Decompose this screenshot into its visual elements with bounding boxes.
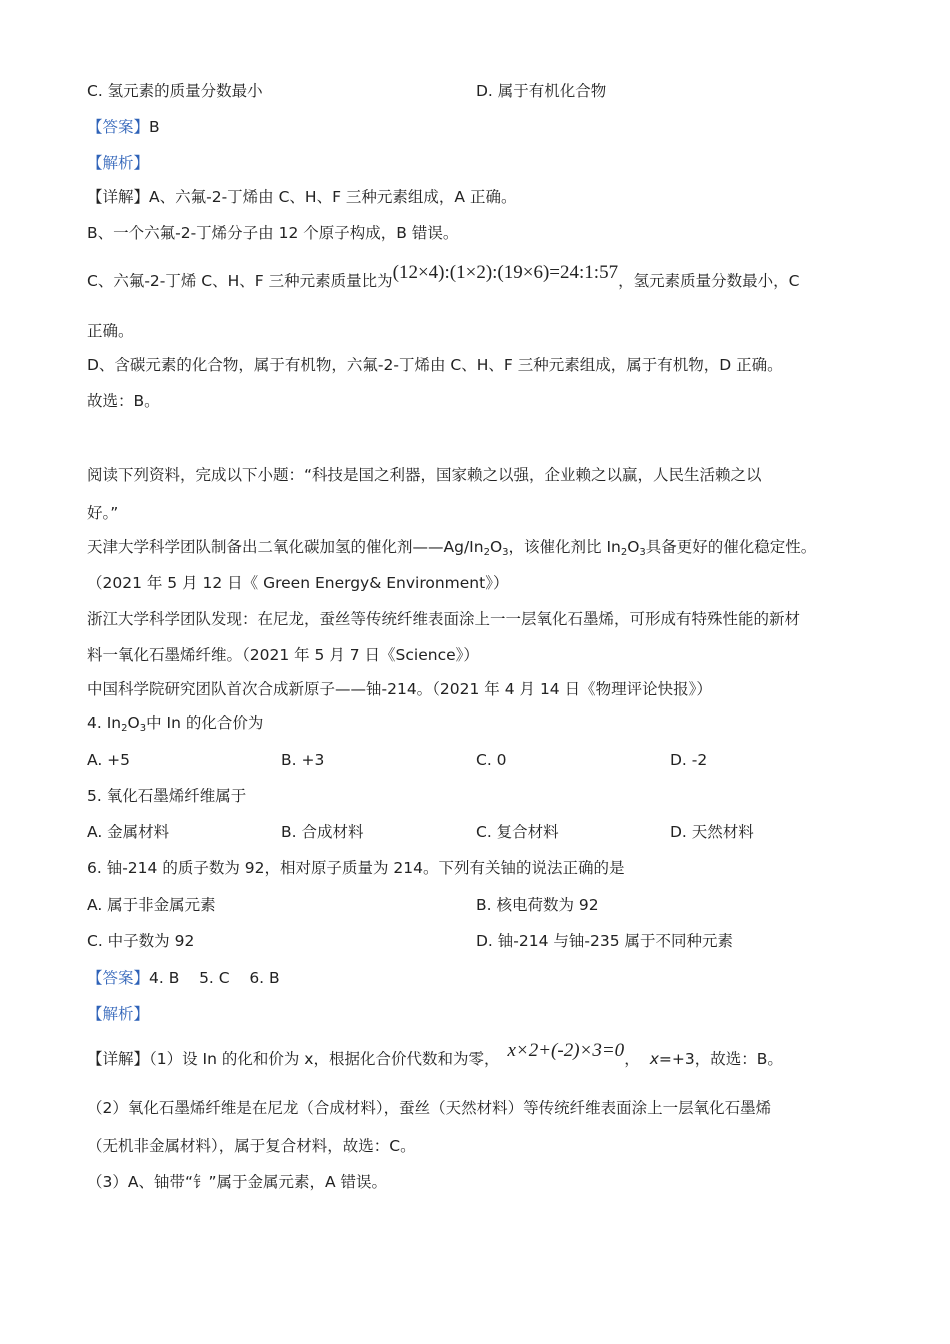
reading-para-4: 中国科学院研究团队首次合成新原子——铀-214。（2021 年 4 月 14 日《物理评论快报》） — [87, 680, 712, 698]
detail2-text-a: （1）设 In 的化和价为 x，根据化合价代数和为零， — [149, 1050, 500, 1068]
subscript: 2 — [121, 723, 128, 734]
detail-tag: 【详解】 — [87, 1050, 150, 1068]
detail2-line-2: （2）氧化石墨烯纤维是在尼龙（合成材料），蚕丝（天然材料）等传统纤维表面涂上一层氧化石墨烯 — [87, 1099, 772, 1117]
subscript: 3 — [139, 723, 147, 734]
detail2-text-b: =+3，故选：B。 — [658, 1050, 783, 1068]
answer-tag: 【答案】 — [87, 969, 150, 987]
answer-line-2 — [87, 967, 280, 989]
mass-ratio-formula: (12×4):(1×2):(19×6)=24:1:57 — [392, 262, 619, 283]
para1-text-a: 天津大学科学团队制备出二氧化碳加氢的催化剂——Ag/In — [87, 538, 484, 556]
reading-intro-2: 好。” — [87, 504, 119, 522]
q4-stem-a: 4. In — [87, 714, 122, 732]
answer-tag: 【答案】 — [87, 118, 150, 136]
variable-x: x — [649, 1050, 659, 1068]
detail-c-text: C、六氟-2-丁烯 C、H、F 三种元素质量比为 — [87, 272, 393, 290]
analysis-tag-2: 【解析】 — [87, 1005, 150, 1023]
q4-option-b: B. +3 — [281, 751, 325, 769]
question-5-stem: 5. 氧化石墨烯纤维属于 — [87, 787, 247, 805]
reading-para-3b: 料一氧化石墨烯纤维。（2021 年 5 月 7 日《Science》） — [87, 646, 479, 664]
option-d-text: D. 属于有机化合物 — [476, 82, 607, 100]
q5-option-a: A. 金属材料 — [87, 823, 170, 841]
para1-text-c: 具备更好的催化稳定性。 — [645, 538, 817, 556]
detail-line-c — [87, 262, 800, 292]
reading-para-1 — [87, 536, 816, 558]
detail-tag: 【详解】 — [87, 188, 150, 206]
q6-option-b: B. 核电荷数为 92 — [476, 896, 599, 914]
question-6-stem: 6. 铀-214 的质子数为 92，相对原子质量为 214。下列有关铀的说法正确的是 — [87, 859, 625, 877]
oxygen-letter: O — [489, 538, 503, 556]
q6-option-c: C. 中子数为 92 — [87, 932, 195, 950]
oxygen-letter: O — [127, 714, 140, 732]
detail-a-text: A、六氟-2-丁烯由 C、H、F 三种元素组成，A 正确。 — [149, 188, 517, 206]
q5-option-b: B. 合成材料 — [281, 823, 364, 841]
detail2-line-3: （无机非金属材料），属于复合材料，故选：C。 — [87, 1137, 416, 1155]
detail-line-b: B、一个六氟-2-丁烯分子由 12 个原子构成，B 错误。 — [87, 224, 459, 242]
q5-option-d: D. 天然材料 — [670, 823, 754, 841]
subscript: 3 — [502, 547, 509, 558]
option-c-text: C. 氢元素的质量分数最小 — [87, 82, 263, 100]
answer-line-1 — [87, 116, 160, 138]
detail-choose: 故选：B。 — [87, 392, 160, 410]
reading-para-2: （2021 年 5 月 12 日《 Green Energy& Environment》） — [87, 574, 509, 592]
subscript: 3 — [639, 547, 646, 558]
subscript: 2 — [483, 547, 490, 558]
detail-line-d: D、含碳元素的化合物，属于有机物，六氟-2-丁烯由 C、H、F 三种元素组成，属于有机物，D 正确。 — [87, 356, 783, 374]
q4-option-a: A. +5 — [87, 751, 131, 769]
detail2-comma: ， — [624, 1050, 640, 1068]
detail2-line-1 — [87, 1040, 783, 1070]
answer-value: B — [149, 118, 160, 136]
detail-c-tail: ，氢元素质量分数最小，C — [618, 272, 800, 290]
q5-option-c: C. 复合材料 — [476, 823, 559, 841]
question-4-stem — [87, 712, 263, 734]
detail2-line-4: （3）A、铀带“钅”属于金属元素，A 错误。 — [87, 1173, 388, 1191]
q6-option-a: A. 属于非金属元素 — [87, 896, 216, 914]
valence-formula: x×2+(-2)×3=0 — [507, 1040, 625, 1061]
q4-stem-b: 中 In 的化合价为 — [146, 714, 264, 732]
detail-line-c2: 正确。 — [87, 322, 134, 340]
oxygen-letter: O — [627, 538, 640, 556]
para1-text-b: ，该催化剂比 In — [508, 538, 621, 556]
q6-option-d: D. 铀-214 与铀-235 属于不同种元素 — [476, 932, 733, 950]
q4-option-d: D. -2 — [670, 751, 708, 769]
subscript: 2 — [620, 547, 628, 558]
answer-value: 4. B 5. C 6. B — [149, 969, 280, 987]
q4-option-c: C. 0 — [476, 751, 507, 769]
reading-intro-1: 阅读下列资料，完成以下小题：“科技是国之利器，国家赖之以强，企业赖之以赢，人民生活赖之以 — [87, 466, 762, 484]
reading-para-3a: 浙江大学科学团队发现：在尼龙，蚕丝等传统纤维表面涂上一一层氧化石墨烯，可形成有特殊性能的新材 — [87, 610, 801, 628]
analysis-tag-1: 【解析】 — [87, 154, 150, 172]
detail-line-a — [87, 186, 516, 208]
